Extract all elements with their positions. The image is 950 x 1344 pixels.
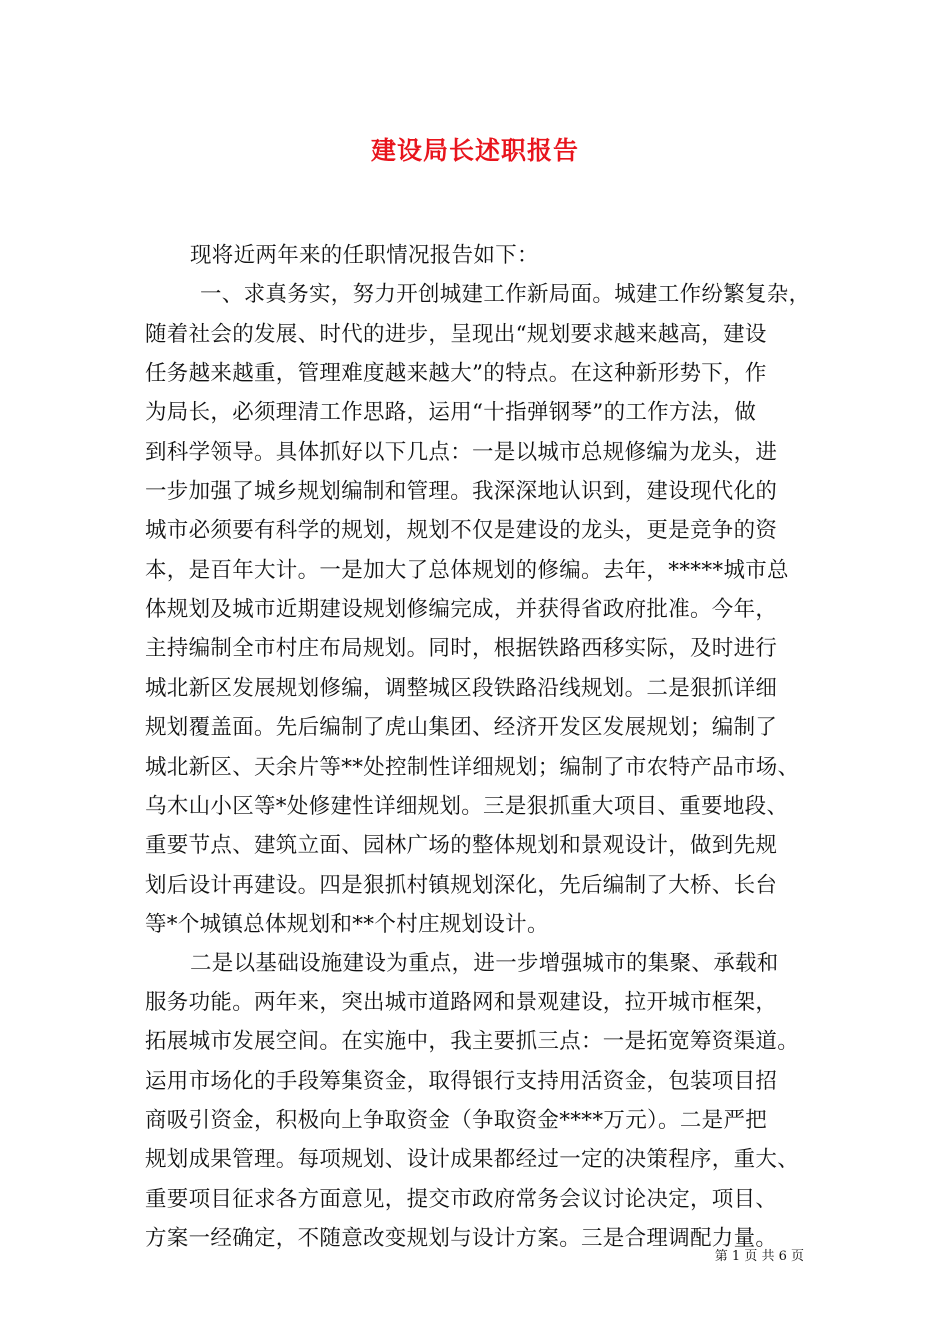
body-text-line: 城北新区发展规划修编，调整城区段铁路沿线规划。二是狠抓详细 bbox=[145, 676, 778, 701]
body-text-line: 到科学领导。具体抓好以下几点：一是以城市总规修编为龙头，进 bbox=[145, 440, 778, 465]
body-text-line: 城北新区、天余片等**处控制性详细规划；编制了市农特产品市场、 bbox=[145, 755, 800, 780]
body-text-line: 一、求真务实，努力开创城建工作新局面。城建工作纷繁复杂， bbox=[200, 282, 811, 307]
body-text-line: 主持编制全市村庄布局规划。同时，根据铁路西移实际，及时进行 bbox=[145, 636, 778, 661]
body-text-line: 乌木山小区等*处修建性详细规划。三是狠抓重大项目、重要地段、 bbox=[145, 794, 789, 819]
page-title: 建设局长述职报告 bbox=[370, 136, 579, 165]
body-text-line: 为局长，必须理清工作思路，运用“十指弹钢琴”的工作方法，做 bbox=[145, 400, 757, 425]
body-text-line: 任务越来越重，管理难度越来越大”的特点。在这种新形势下，作 bbox=[145, 361, 767, 386]
body-text-line: 一步加强了城乡规划编制和管理。我深深地认识到，建设现代化的 bbox=[145, 479, 778, 504]
body-text-line: 拓展城市发展空间。在实施中，我主要抓三点：一是拓宽筹资渠道。 bbox=[145, 1029, 800, 1054]
body-text-line: 规划成果管理。每项规划、设计成果都经过一定的决策程序，重大、 bbox=[145, 1147, 800, 1172]
body-text-line: 等*个城镇总体规划和**个村庄规划设计。 bbox=[145, 912, 549, 937]
body-text-line: 方案一经确定，不随意改变规划与设计方案。三是合理调配力量。 bbox=[145, 1226, 778, 1251]
body-text-line: 二是以基础设施建设为重点，进一步增强城市的集聚、承载和 bbox=[190, 951, 779, 976]
body-text-line: 商吸引资金，积极向上争取资金（争取资金****万元）。二是严把 bbox=[145, 1108, 768, 1133]
body-text-line: 划后设计再建设。四是狠抓村镇规划深化，先后编制了大桥、长台 bbox=[145, 873, 778, 898]
body-text-line: 体规划及城市近期建设规划修编完成，并获得省政府批准。今年， bbox=[145, 597, 778, 622]
body-text-line: 本，是百年大计。一是加大了总体规划的修编。去年，*****城市总 bbox=[145, 558, 789, 583]
body-text-line: 随着社会的发展、时代的进步，呈现出“规划要求越来越高，建设 bbox=[145, 322, 767, 347]
body-text-line: 重要节点、建筑立面、园林广场的整体规划和景观设计，做到先规 bbox=[145, 833, 778, 858]
body-text-line: 重要项目征求各方面意见，提交市政府常务会议讨论决定，项目、 bbox=[145, 1187, 778, 1212]
body-text-line: 现将近两年来的任职情况报告如下： bbox=[190, 243, 539, 268]
body-text-line: 规划覆盖面。先后编制了虎山集团、经济开发区发展规划；编制了 bbox=[145, 715, 778, 740]
body-text-line: 城市必须要有科学的规划，规划不仅是建设的龙头，更是竞争的资 bbox=[145, 518, 778, 543]
body-text-line: 服务功能。两年来，突出城市道路网和景观建设，拉开城市框架， bbox=[145, 990, 778, 1015]
page-number: 第 1 页 共 6 页 bbox=[714, 1249, 804, 1264]
body-text-line: 运用市场化的手段筹集资金，取得银行支持用活资金，包装项目招 bbox=[145, 1069, 778, 1094]
